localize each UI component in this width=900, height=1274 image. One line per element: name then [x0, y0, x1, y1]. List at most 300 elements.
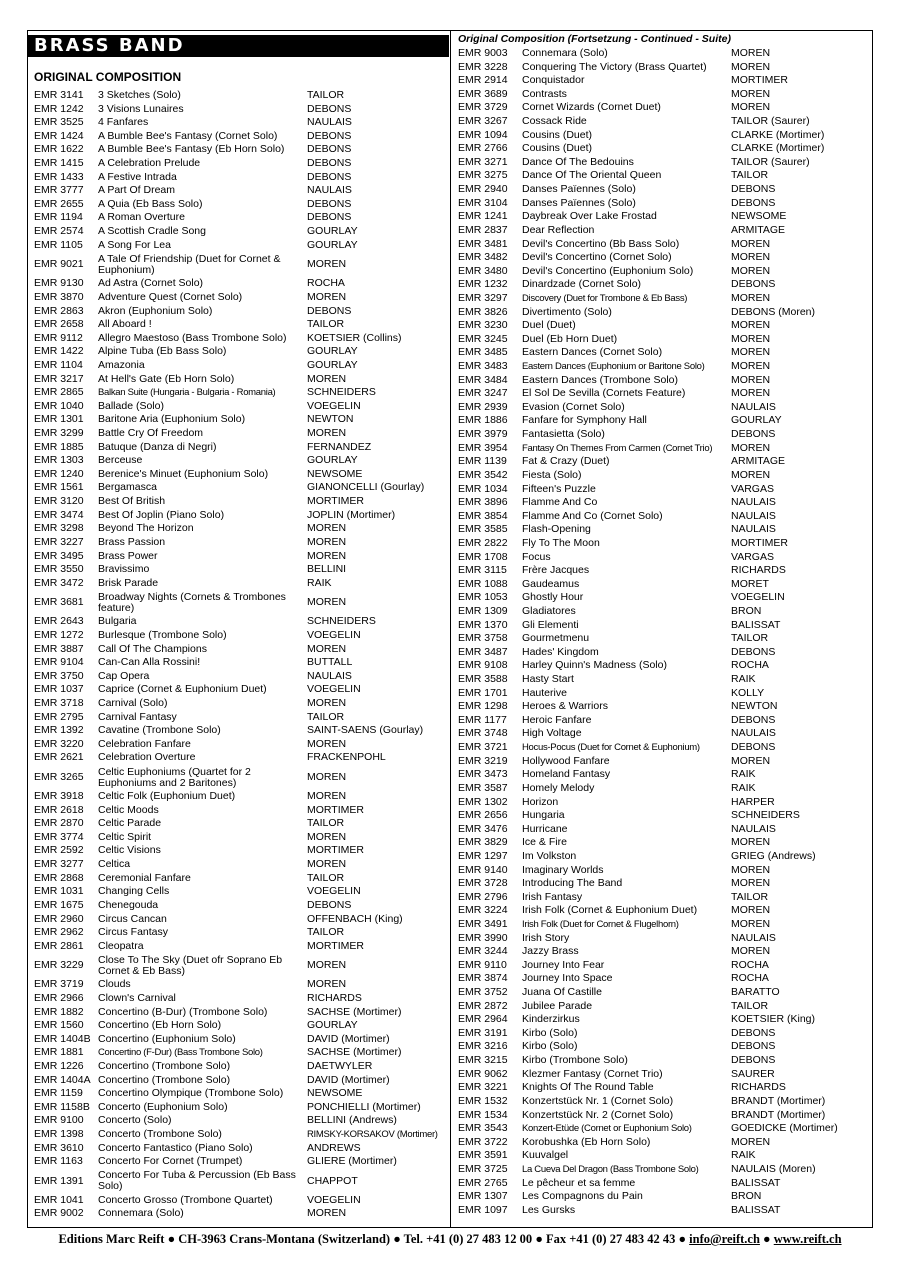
catalog-title: 3 Sketches (Solo) [98, 89, 181, 101]
catalog-row [458, 265, 870, 279]
catalog-code: EMR 1404B [34, 1032, 91, 1045]
catalog-row [458, 646, 870, 660]
catalog-code: EMR 1159 [34, 1087, 83, 1100]
catalog-code: EMR 2795 [34, 710, 84, 723]
catalog-row [34, 239, 446, 253]
catalog-title: Celtic Folk (Euphonium Duet) [98, 790, 236, 803]
catalog-code: EMR 1302 [458, 795, 508, 808]
catalog-code: EMR 1094 [458, 128, 508, 141]
catalog-row [34, 913, 446, 927]
catalog-title: Bravissimo [98, 563, 150, 576]
catalog-title: Brass Power [98, 549, 158, 562]
catalog-title: Clouds [98, 978, 131, 991]
catalog-row [458, 687, 870, 701]
catalog-composer: SCHNEIDERS [307, 615, 376, 628]
catalog-composer: MOREN [307, 830, 347, 843]
catalog-row [34, 992, 446, 1006]
catalog-composer: OFFENBACH (King) [307, 912, 403, 925]
catalog-row [34, 577, 446, 591]
catalog-row [34, 724, 446, 738]
catalog-row [458, 1054, 870, 1068]
catalog-composer: BARATTO [731, 986, 780, 999]
catalog-row [458, 741, 870, 755]
catalog-code: EMR 1297 [458, 849, 508, 862]
catalog-row [34, 563, 446, 577]
catalog-code: EMR 1622 [34, 143, 84, 156]
catalog-code: EMR 9108 [458, 659, 508, 672]
catalog-title: Irish Story [522, 931, 570, 944]
catalog-row [458, 74, 870, 88]
catalog-code: EMR 3277 [34, 858, 84, 871]
catalog-code: EMR 3245 [458, 332, 508, 345]
catalog-code: EMR 1041 [34, 1193, 84, 1206]
catalog-row [458, 673, 870, 687]
catalog-row [458, 619, 870, 633]
catalog-row [458, 986, 870, 1000]
catalog-title: 4 Fanfares [98, 116, 149, 129]
catalog-code: EMR 2861 [34, 939, 84, 952]
catalog-composer: MOREN [731, 101, 771, 114]
catalog-composer: NEWTON [307, 413, 354, 426]
catalog-code: EMR 3299 [34, 427, 84, 440]
catalog-title: Concerto Grosso (Trombone Quartet) [98, 1193, 273, 1206]
catalog-title: Celtic Euphoniums (Quartet for 2 Euphoniums and 2 Baritones) [98, 766, 251, 789]
catalog-title: Celtic Moods [98, 803, 159, 816]
catalog-code: EMR 3550 [34, 563, 84, 576]
catalog-title: Duel (Duet) [522, 319, 576, 332]
catalog-title: A Bumble Bee's Fantasy (Cornet Solo) [98, 129, 278, 142]
catalog-title: Gourmetmenu [522, 632, 590, 645]
catalog-row [458, 360, 870, 374]
catalog-title: Cossack Ride [522, 115, 587, 128]
catalog-composer: MORTIMER [731, 74, 788, 87]
catalog-row [458, 727, 870, 741]
catalog-composer: GOURLAY [307, 345, 358, 358]
catalog-composer: MOREN [731, 251, 771, 264]
catalog-code: EMR 2863 [34, 304, 84, 317]
catalog-row [458, 346, 870, 360]
catalog-title: Concertino (Trombone Solo) [98, 1060, 231, 1072]
catalog-row [34, 1114, 446, 1128]
catalog-composer: BELLINI [307, 563, 347, 576]
catalog-row [458, 387, 870, 401]
footer-publisher: Editions Marc Reift [58, 1232, 165, 1246]
catalog-composer: FRACKENPOHL [307, 751, 386, 764]
catalog-composer: TAILOR [731, 890, 769, 903]
catalog-code: EMR 3774 [34, 830, 84, 843]
catalog-title: Batuque (Danza di Negri) [98, 440, 217, 453]
catalog-row [34, 427, 446, 441]
catalog-row [34, 1142, 446, 1156]
catalog-title: Fifteen's Puzzle [522, 482, 596, 495]
catalog-row [34, 522, 446, 536]
catalog-composer: GOURLAY [731, 414, 782, 427]
catalog-row [458, 374, 870, 388]
catalog-row [34, 318, 446, 332]
catalog-title: Cousins (Duet) [522, 128, 593, 141]
catalog-composer: GIANONCELLI (Gourlay) [307, 481, 425, 494]
catalog-row [458, 632, 870, 646]
catalog-title: Hades' Kingdom [522, 645, 599, 658]
catalog-composer: RICHARDS [307, 991, 362, 1004]
catalog-title: Homely Melody [522, 781, 595, 794]
footer: Editions Marc Reift ● CH-3963 Crans-Montana (Switzerland) ● Tel. +41 (0) 27 483 12 00 ● Fax +41 (0) 27 483 42 43 ● info@reift.ch ● www.reift.ch [58, 1232, 842, 1246]
catalog-composer: MOREN [307, 427, 347, 440]
catalog-composer: MOREN [307, 960, 347, 972]
catalog-title: Fiesta (Solo) [522, 468, 582, 481]
catalog-code: EMR 1370 [458, 618, 508, 631]
catalog-row [34, 481, 446, 495]
catalog-title: Clown's Carnival [98, 991, 176, 1004]
catalog-composer: MOREN [731, 468, 771, 481]
catalog-composer: MOREN [731, 863, 771, 876]
catalog-row [34, 1074, 446, 1088]
catalog-composer: MOREN [307, 1207, 347, 1220]
catalog-title: Konzertstück Nr. 1 (Cornet Solo) [522, 1094, 674, 1107]
catalog-row [34, 590, 446, 615]
catalog-code: EMR 1881 [34, 1046, 84, 1059]
catalog-code: EMR 3230 [458, 319, 508, 332]
catalog-code: EMR 3979 [458, 428, 508, 441]
catalog-code: EMR 2765 [458, 1176, 508, 1189]
catalog-code: EMR 1561 [34, 481, 84, 494]
catalog-composer: BRON [731, 1190, 762, 1203]
catalog-row [458, 891, 870, 905]
catalog-code: EMR 2658 [34, 318, 84, 331]
catalog-composer: NAULAIS [731, 727, 776, 740]
catalog-code: EMR 1675 [34, 898, 84, 911]
catalog-title: Knights Of The Round Table [522, 1081, 654, 1094]
catalog-code: EMR 3487 [458, 645, 508, 658]
catalog-title: Can-Can Alla Rossini! [98, 656, 201, 669]
catalog-code: EMR 2621 [34, 751, 84, 764]
catalog-code: EMR 1031 [34, 885, 84, 898]
catalog-composer: VOEGELIN [307, 885, 361, 898]
catalog-composer: MOREN [731, 836, 771, 849]
catalog-title: A Scottish Cradle Song [98, 225, 206, 238]
catalog-composer: SAINT-SAENS (Gourlay) [307, 724, 424, 737]
catalog-composer: GOURLAY [307, 238, 358, 251]
catalog-code: EMR 3227 [34, 535, 84, 548]
catalog-code: EMR 1301 [34, 413, 84, 426]
catalog-code: EMR 3495 [34, 549, 84, 562]
catalog-composer: GOURLAY [307, 358, 358, 371]
catalog-title: Berenice's Minuet (Euphonium Solo) [98, 467, 269, 480]
catalog-composer: BRANDT (Mortimer) [731, 1094, 826, 1107]
catalog-composer: NAULAIS [731, 400, 776, 413]
catalog-title: A Celebration Prelude [98, 157, 201, 170]
catalog-title: Concerto (Euphonium Solo) [98, 1100, 228, 1113]
catalog-row [34, 550, 446, 564]
catalog-composer: MOREN [307, 259, 347, 271]
catalog-code: EMR 2966 [34, 991, 84, 1004]
catalog-row [458, 319, 870, 333]
catalog-code: EMR 2868 [34, 871, 84, 884]
catalog-code: EMR 3681 [34, 596, 84, 609]
catalog-code: EMR 1404A [34, 1073, 91, 1086]
catalog-composer: MOREN [307, 737, 347, 750]
catalog-row [34, 211, 446, 225]
catalog-row [458, 1163, 870, 1177]
catalog-composer: ROCHA [731, 659, 769, 672]
catalog-composer: NEWSOME [731, 210, 787, 223]
catalog-row [34, 872, 446, 886]
catalog-composer: TAILOR (Saurer) [731, 115, 810, 128]
catalog-row [458, 551, 870, 565]
catalog-code: EMR 3480 [458, 264, 508, 277]
catalog-row [34, 670, 446, 684]
catalog-title: Allegro Maestoso (Bass Trombone Solo) [98, 331, 287, 344]
catalog-row [34, 978, 446, 992]
catalog-title: Concerto For Tuba & Percussion (Eb Bass Solo) [98, 1170, 296, 1193]
catalog-composer: DAETWYLER [307, 1060, 373, 1072]
catalog-code: EMR 3120 [34, 495, 84, 508]
catalog-composer: JOPLIN (Mortimer) [307, 508, 396, 521]
catalog-row [34, 252, 446, 277]
catalog-title: Concertino (F-Dur) (Bass Trombone Solo) [98, 1047, 263, 1059]
catalog-row [34, 804, 446, 818]
catalog-title: Dear Reflection [522, 223, 595, 236]
catalog-title: A Tale Of Friendship (Duet for Cornet & Euphonium) [98, 253, 281, 276]
catalog-code: EMR 1158B [34, 1100, 90, 1113]
catalog-title: A Festive Intrada [98, 170, 177, 183]
catalog-code: EMR 3874 [458, 972, 508, 985]
section-title: ORIGINAL COMPOSITION [34, 70, 182, 84]
catalog-code: EMR 9130 [34, 277, 84, 290]
catalog-code: EMR 2796 [458, 890, 508, 903]
footer-fax: Fax +41 (0) 27 483 42 43 [546, 1232, 676, 1246]
catalog-composer: RAIK [731, 673, 756, 686]
catalog-code: EMR 3748 [458, 727, 508, 740]
footer-email-link[interactable]: info@reift.ch [689, 1232, 760, 1246]
catalog-code: EMR 1240 [34, 467, 84, 480]
catalog-row [34, 1194, 446, 1208]
catalog-code: EMR 1398 [34, 1128, 84, 1141]
catalog-composer: MOREN [731, 387, 771, 400]
catalog-code: EMR 1040 [34, 399, 84, 412]
catalog-composer: ANDREWS [307, 1141, 361, 1154]
catalog-code: EMR 1163 [34, 1155, 83, 1168]
catalog-row [458, 1190, 870, 1204]
catalog-composer: FERNANDEZ [307, 440, 372, 453]
catalog-title: Fly To The Moon [522, 536, 600, 549]
catalog-row [34, 1033, 446, 1047]
catalog-title: Gladiatores [522, 604, 576, 617]
catalog-code: EMR 3721 [458, 741, 508, 754]
catalog-title: Kinderzirkus [522, 1013, 580, 1026]
catalog-row [458, 605, 870, 619]
catalog-code: EMR 1886 [458, 414, 508, 427]
catalog-title: Ceremonial Fanfare [98, 871, 191, 884]
footer-address: CH-3963 Crans-Montana (Switzerland) [178, 1232, 391, 1246]
catalog-composer: SACHSE (Mortimer) [307, 1046, 402, 1059]
catalog-composer: HARPER [731, 795, 775, 808]
catalog-composer: VOEGELIN [307, 1193, 361, 1206]
catalog-code: EMR 1307 [458, 1190, 508, 1203]
catalog-composer: DEBONS [307, 143, 352, 156]
catalog-title: Horizon [522, 795, 559, 808]
catalog-composer: CHAPPOT [307, 1175, 358, 1187]
catalog-title: Fantasietta (Solo) [522, 428, 605, 441]
footer-web-link[interactable]: www.reift.ch [773, 1232, 842, 1246]
catalog-row [458, 1109, 870, 1123]
catalog-title: Devil's Concertino (Bb Bass Solo) [522, 237, 680, 250]
catalog-code: EMR 1177 [458, 713, 507, 726]
catalog-composer: MOREN [307, 597, 347, 609]
catalog-composer: NAULAIS [731, 523, 776, 536]
catalog-row [458, 333, 870, 347]
catalog-row [34, 899, 446, 913]
catalog-title: A Part Of Dream [98, 184, 176, 197]
catalog-title: Kirbo (Solo) [522, 1026, 578, 1039]
catalog-title: Fantasy On Themes From Carmen (Cornet Trio) [522, 442, 713, 454]
catalog-code: EMR 2822 [458, 536, 508, 549]
catalog-code: EMR 3591 [458, 1149, 508, 1162]
continued-title: Original Composition (Fortsetzung - Continued - Suite) [458, 33, 731, 45]
catalog-title: Adventure Quest (Cornet Solo) [98, 290, 243, 303]
catalog-composer: MORTIMER [731, 536, 788, 549]
catalog-composer: SCHNEIDERS [731, 809, 800, 822]
catalog-row [34, 1169, 446, 1194]
catalog-row [458, 864, 870, 878]
catalog-row [34, 157, 446, 171]
catalog-title: Close To The Sky (Duet ofr Soprano Eb Cornet & Eb Bass) [98, 954, 283, 977]
catalog-code: EMR 1422 [34, 345, 84, 358]
catalog-title: Duel (Eb Horn Duet) [522, 332, 618, 345]
catalog-composer: DEBONS [731, 183, 776, 196]
catalog-composer: ARMITAGE [731, 223, 786, 236]
catalog-code: EMR 3247 [458, 387, 508, 400]
catalog-title: Eastern Dances (Euphonium or Baritone Solo) [522, 361, 705, 373]
catalog-composer: BELLINI (Andrews) [307, 1114, 397, 1127]
catalog-composer: DEBONS [731, 196, 776, 209]
catalog-composer: DEBONS (Moren) [731, 305, 816, 318]
catalog-row [458, 61, 870, 75]
catalog-composer: ROCHA [307, 277, 345, 290]
catalog-composer: MOREN [731, 291, 771, 304]
catalog-code: EMR 1298 [458, 700, 508, 713]
catalog-composer: PONCHIELLI (Mortimer) [307, 1100, 421, 1113]
catalog-composer: MOREN [307, 372, 347, 385]
catalog-composer: SAURER [731, 1067, 775, 1080]
catalog-title: Dinardzade (Cornet Solo) [522, 278, 642, 291]
catalog-row [458, 578, 870, 592]
catalog-composer: NEWTON [731, 700, 778, 713]
catalog-code: EMR 3224 [458, 904, 508, 917]
catalog-row [458, 197, 870, 211]
catalog-composer: NAULAIS [731, 931, 776, 944]
catalog-row [34, 89, 446, 103]
catalog-composer: VOEGELIN [307, 628, 361, 641]
catalog-code: EMR 1053 [458, 591, 508, 604]
catalog-title: Connemara (Solo) [522, 47, 608, 59]
catalog-composer: DEBONS [731, 1054, 776, 1067]
catalog-code: EMR 1532 [458, 1094, 508, 1107]
catalog-composer: GOURLAY [307, 1019, 358, 1032]
catalog-composer: MOREN [731, 264, 771, 277]
catalog-title: Concertino (Trombone Solo) [98, 1073, 231, 1086]
catalog-title: Les Compagnons du Pain [522, 1190, 643, 1203]
catalog-row [34, 1006, 446, 1020]
catalog-title: Conquistador [522, 74, 585, 87]
catalog-row [458, 278, 870, 292]
catalog-title: Concerto (Trombone Solo) [98, 1128, 222, 1141]
catalog-code: EMR 1034 [458, 482, 508, 495]
catalog-composer: GRIEG (Andrews) [731, 849, 816, 862]
catalog-title: Circus Fantasy [98, 926, 169, 939]
catalog-title: Dance Of The Oriental Queen [522, 169, 662, 182]
catalog-row [458, 129, 870, 143]
catalog-code: EMR 2643 [34, 615, 84, 628]
catalog-title: Celtica [98, 858, 131, 871]
catalog-composer: NAULAIS [731, 822, 776, 835]
catalog-title: Carnival (Solo) [98, 696, 168, 709]
catalog-composer: DEBONS [307, 898, 352, 911]
catalog-row [458, 469, 870, 483]
catalog-title: Concerto Fantastico (Piano Solo) [98, 1141, 253, 1154]
catalog-title: Concertino (B-Dur) (Trombone Solo) [98, 1005, 268, 1018]
catalog-row [34, 171, 446, 185]
catalog-code: EMR 3482 [458, 251, 508, 264]
catalog-row [458, 1013, 870, 1027]
catalog-code: EMR 1272 [34, 628, 84, 641]
catalog-code: EMR 1139 [458, 455, 507, 468]
catalog-composer: MOREN [731, 918, 771, 930]
catalog-composer: DEBONS [731, 1040, 776, 1053]
catalog-composer: DEBONS [307, 304, 352, 317]
catalog-row [458, 183, 870, 197]
catalog-row [458, 659, 870, 673]
catalog-composer: DEBONS [307, 102, 352, 115]
catalog-title: Brisk Parade [98, 576, 159, 589]
catalog-row [458, 401, 870, 415]
catalog-composer: TAILOR [731, 169, 769, 182]
catalog-composer: DAVID (Mortimer) [307, 1073, 390, 1086]
catalog-composer: MOREN [731, 319, 771, 332]
catalog-title: Le pêcheur et sa femme [522, 1176, 636, 1189]
catalog-code: EMR 3918 [34, 790, 84, 803]
catalog-title: Homeland Fantasy [522, 768, 611, 781]
catalog-code: EMR 3104 [458, 196, 508, 209]
catalog-composer: TAILOR [307, 710, 345, 723]
catalog-row [34, 738, 446, 752]
catalog-title: Cleopatra [98, 939, 144, 952]
catalog-row [34, 400, 446, 414]
catalog-row [34, 386, 446, 400]
catalog-row [458, 510, 870, 524]
catalog-title: Harley Quinn's Madness (Solo) [522, 659, 667, 672]
catalog-code: EMR 2592 [34, 844, 84, 857]
catalog-composer: NAULAIS (Moren) [731, 1162, 816, 1175]
catalog-composer: MOREN [307, 642, 347, 655]
catalog-code: EMR 2964 [458, 1013, 508, 1026]
catalog-composer: DAVID (Mortimer) [307, 1032, 390, 1045]
catalog-row [458, 101, 870, 115]
catalog-composer: MOREN [731, 373, 771, 386]
catalog-title: Battle Cry Of Freedom [98, 427, 204, 440]
catalog-composer: MOREN [307, 772, 347, 784]
catalog-row [34, 143, 446, 157]
catalog-composer: TAILOR [307, 817, 345, 830]
catalog-title: Heroes & Warriors [522, 700, 608, 713]
catalog-code: EMR 3758 [458, 632, 508, 645]
catalog-title: Changing Cells [98, 885, 170, 898]
catalog-row [34, 359, 446, 373]
catalog-code: EMR 3191 [458, 1026, 508, 1039]
catalog-title: Celtic Parade [98, 817, 162, 830]
catalog-composer: CLARKE (Mortimer) [731, 128, 825, 141]
catalog-composer: SCHNEIDERS [307, 386, 376, 399]
